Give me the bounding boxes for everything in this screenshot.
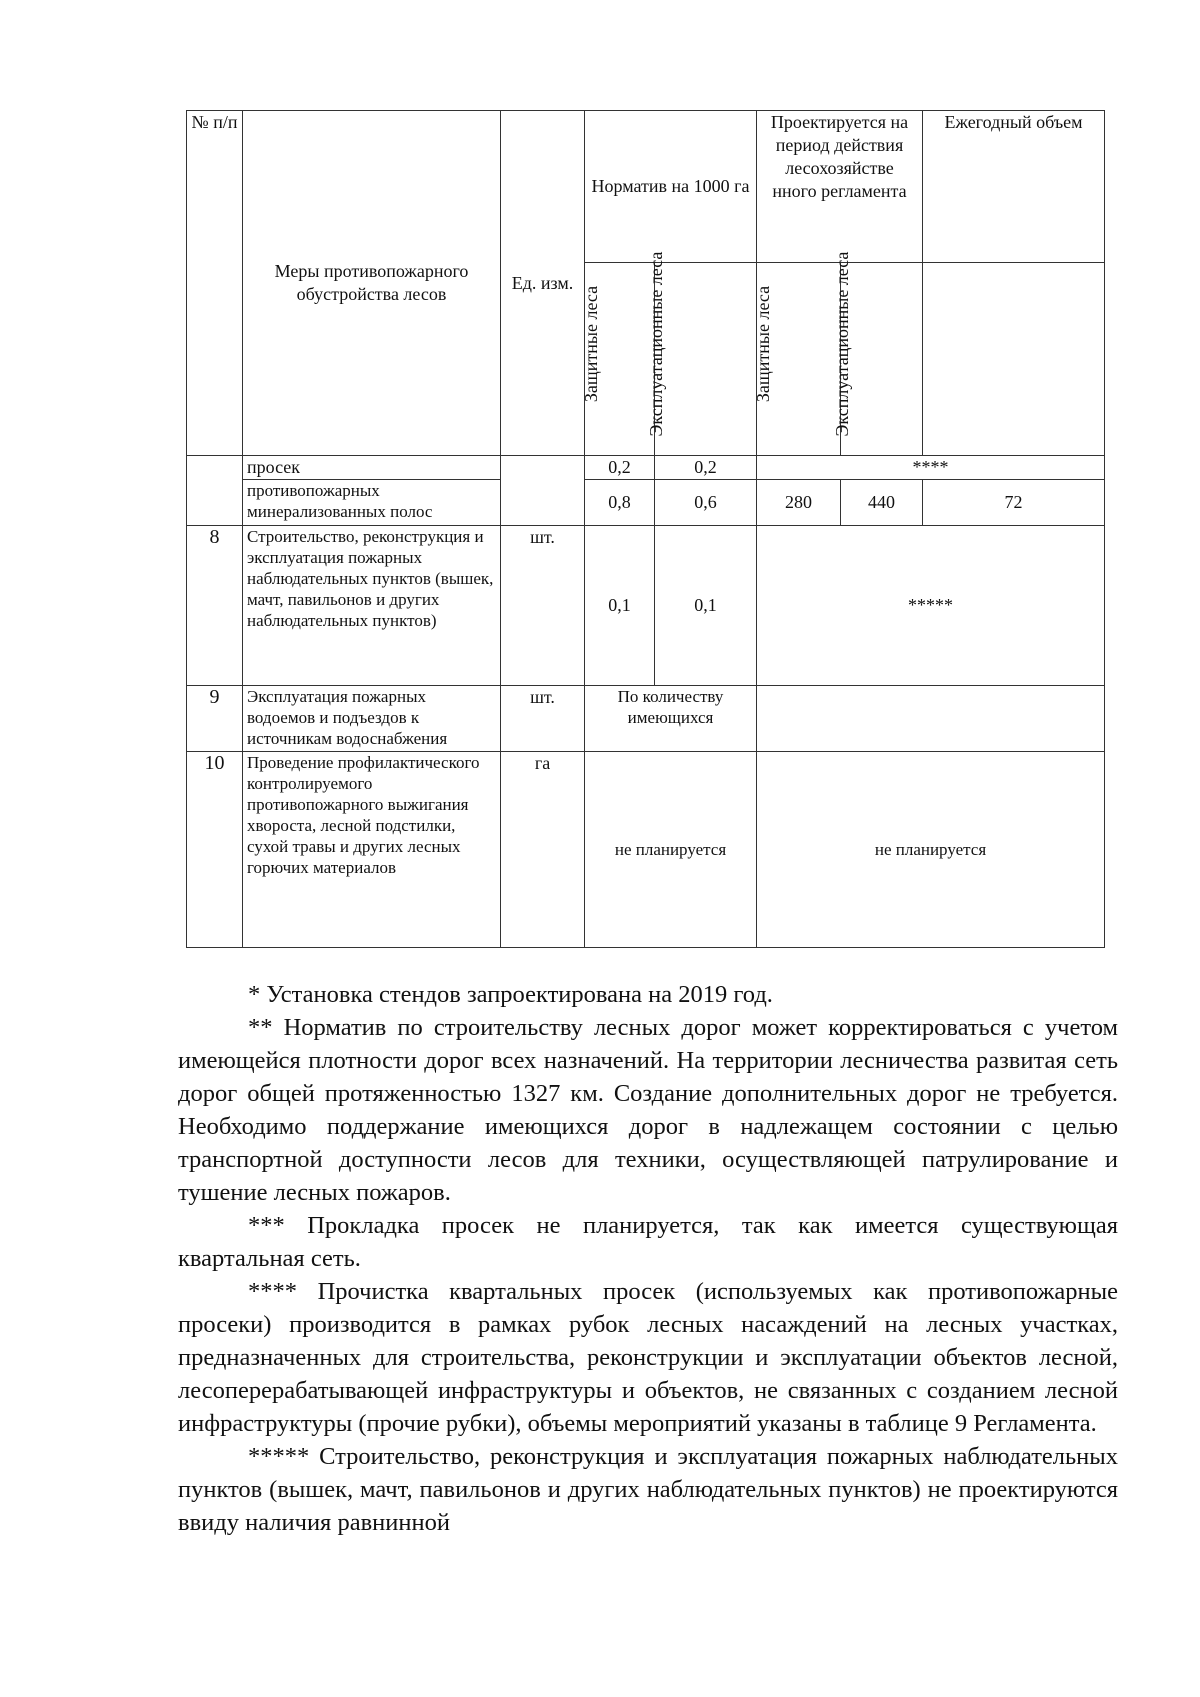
proj-protective-cell: 280: [757, 480, 841, 526]
table-row: [187, 456, 1105, 480]
norm-cell: не планируется: [585, 752, 757, 948]
footnote-2: ** Норматив по строительству лесных дорог может корректироваться с учетом имеющейся плотности дорог всех назначений. На территории лесничества развитая сеть дорог общей протяженностью 1327 км. Создание дополнительных дорог не требуется. Необходимо поддержание имеющихся дорог в надлежащем состоянии с целью транспортной доступности лесов для техники, осуществляющей патрулирование и тушение лесных пожаров.: [178, 1014, 1118, 1206]
norm-protective-cell: 0,1: [585, 526, 655, 686]
footnote-5: ***** Строительство, реконструкция и эксплуатация пожарных наблюдательных пунктов (вышек, мачт, павильонов и других наблюдательных пунктов) не проектируются ввиду наличия равнинной: [178, 1443, 1118, 1536]
row-num: 10: [187, 752, 243, 948]
row-num: 9: [187, 686, 243, 752]
norm-exploit-cell: 0,2: [655, 456, 757, 480]
projected-empty: [757, 686, 1105, 752]
measure-cell: Проведение профилактического контролируемого противопожарного выжигания хвороста, лесной подстилки, сухой травы и других лесных горючих материалов: [243, 752, 501, 948]
header-annual-empty: [923, 263, 1105, 456]
row-num: 8: [187, 526, 243, 686]
annual-cell: 72: [923, 480, 1105, 526]
unit-cell: шт.: [501, 526, 585, 686]
projected-cell: ****: [757, 456, 1105, 480]
row-num-empty: [187, 456, 243, 526]
norm-protective-cell: 0,8: [585, 480, 655, 526]
norm-exploit-cell: 0,6: [655, 480, 757, 526]
footnote-1: * Установка стендов запроектирована на 2019 год.: [248, 981, 773, 1008]
header-annual: Ежегодный объем: [923, 111, 1105, 263]
measure-cell: просек: [243, 456, 501, 480]
table-row: [187, 752, 1105, 948]
table-row: [187, 526, 1105, 686]
fire-measures-table: [186, 110, 1105, 948]
header-unit: Ед. изм.: [501, 111, 585, 456]
header-proj-protective: Защитные леса: [757, 263, 841, 456]
unit-empty: [501, 456, 585, 526]
header-norm-exploitation: Эксплуатационные леса: [655, 263, 757, 456]
measure-cell: Строительство, реконструкция и эксплуатация пожарных наблюдательных пунктов (вышек, мачт, павильонов и других наблюдательных пунктов): [243, 526, 501, 686]
projected-cell: *****: [757, 526, 1105, 686]
footnote-4: **** Прочистка квартальных просек (используемых как противопожарные просеки) производится в рамках рубок лесных насаждений на лесных участках, предназначенных для строительства, реконструкции и эксплуатации объектов лесной, лесоперерабатывающей инфраструктуры и объектов, не связанных с созданием лесной инфраструктуры (прочие рубки), объемы мероприятий указаны в таблице 9 Регламента.: [178, 1278, 1118, 1437]
header-row-1: [187, 111, 1105, 263]
footnotes: [178, 978, 1118, 1539]
table-row: [187, 686, 1105, 752]
norm-exploit-cell: 0,1: [655, 526, 757, 686]
header-measures: Меры противопожарного обустройства лесов: [243, 111, 501, 456]
header-norm-protective: Защитные леса: [585, 263, 655, 456]
proj-exploit-cell: 440: [841, 480, 923, 526]
measure-cell: Эксплуатация пожарных водоемов и подъездов к источникам водоснабжения: [243, 686, 501, 752]
footnote-3: *** Прокладка просек не планируется, так как имеется существующая квартальная сеть.: [178, 1212, 1118, 1272]
header-projected: Проектируется на период действия лесохозяйстве нного регламента: [757, 111, 923, 263]
unit-cell: га: [501, 752, 585, 948]
unit-cell: шт.: [501, 686, 585, 752]
header-proj-exploitation: Эксплуатационные леса: [841, 263, 923, 456]
projected-cell: не планируется: [757, 752, 1105, 948]
header-num: № п/п: [187, 111, 243, 456]
table-row: [187, 480, 1105, 526]
measure-cell: противопожарных минерализованных полос: [243, 480, 501, 526]
header-norm: Норматив на 1000 га: [585, 111, 757, 263]
norm-protective-cell: 0,2: [585, 456, 655, 480]
norm-cell: По количеству имеющихся: [585, 686, 757, 752]
